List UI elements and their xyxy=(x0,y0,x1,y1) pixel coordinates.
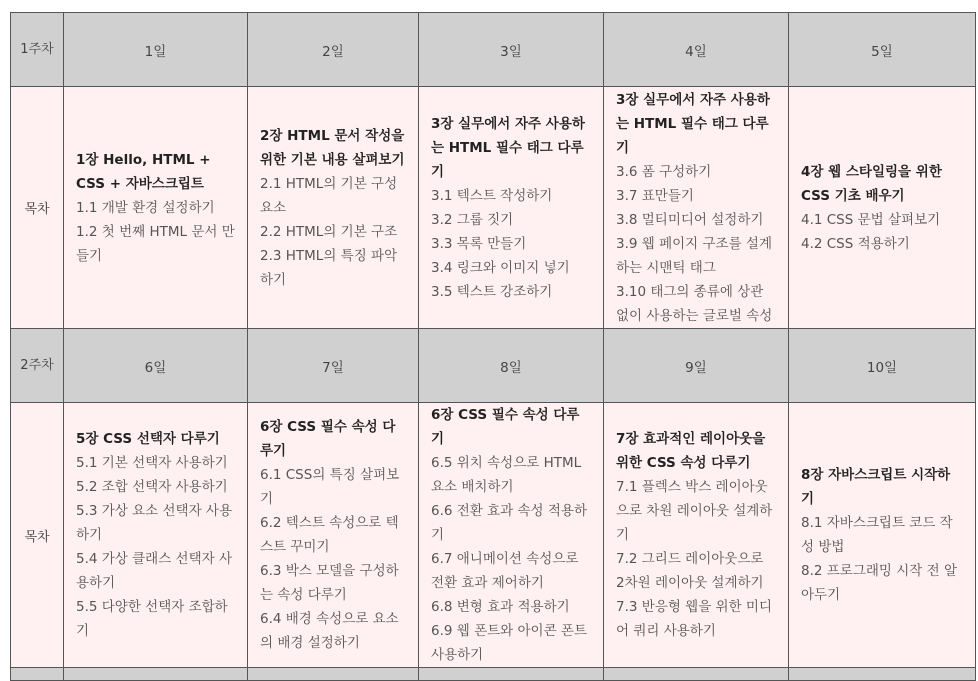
section-item: 4.2 CSS 적용하기 xyxy=(801,235,910,252)
section-item: 3.5 텍스트 강조하기 xyxy=(431,283,553,300)
section-item: 6.5 위치 속성으로 HTML 요소 배치하기 xyxy=(431,455,582,495)
chapter-title: 5장 CSS 선택자 다루기 xyxy=(76,431,220,447)
section-item: 3.8 멀티미디어 설정하기 xyxy=(616,211,764,228)
day-content-cell xyxy=(789,87,976,329)
day-content-cell xyxy=(789,403,976,668)
section-item: 3.10 태그의 종류에 상관없이 사용하는 글로벌 속성 xyxy=(616,283,773,324)
section-item: 7.2 그리드 레이아웃으로 2차원 레이아웃 설계하기 xyxy=(616,551,764,591)
day-header: 6일 xyxy=(64,329,248,403)
row-label-contents: 목차 xyxy=(11,403,64,668)
section-item: 2.2 HTML의 기본 구조 xyxy=(260,223,398,240)
day-header: 3일 xyxy=(419,13,604,87)
day-content-cell xyxy=(419,403,604,668)
section-item: 6.6 전환 효과 속성 적용하기 xyxy=(431,503,588,543)
chapter-title: 3장 실무에서 자주 사용하는 HTML 필수 태그 다루기 xyxy=(431,115,585,180)
day-content-cell xyxy=(248,403,419,668)
section-item: 5.4 가상 클래스 선택자 사용하기 xyxy=(76,551,233,591)
section-item: 6.8 변형 효과 적용하기 xyxy=(431,599,570,615)
section-item: 1.2 첫 번째 HTML 문서 만들기 xyxy=(76,223,235,264)
day-header: 5일 xyxy=(789,13,976,87)
section-item: 7.3 반응형 웹을 위한 미디어 쿼리 사용하기 xyxy=(616,599,773,639)
section-item: 6.1 CSS의 특징 살펴보기 xyxy=(260,467,400,507)
section-item: 6.4 배경 속성으로 요소의 배경 설정하기 xyxy=(260,611,399,651)
section-item: 2.3 HTML의 특징 파악하기 xyxy=(260,247,398,288)
day-header: 4일 xyxy=(604,13,789,87)
study-schedule-table xyxy=(10,12,976,681)
section-item: 5.5 다양한 선택자 조합하기 xyxy=(76,599,228,639)
day-content-cell xyxy=(248,87,419,329)
section-item: 4.1 CSS 문법 살펴보기 xyxy=(801,211,941,228)
week-label: 2주차 xyxy=(11,329,64,403)
section-item: 6.2 텍스트 속성으로 텍스트 꾸미기 xyxy=(260,515,399,555)
day-content-cell xyxy=(604,403,789,668)
section-item: 5.1 기본 선택자 사용하기 xyxy=(76,455,228,471)
section-item: 3.3 목록 만들기 xyxy=(431,235,527,252)
section-item: 3.4 링크와 이미지 넣기 xyxy=(431,259,570,276)
section-item: 2.1 HTML의 기본 구성 요소 xyxy=(260,175,398,216)
chapter-title: 7장 효과적인 레이아웃을 위한 CSS 속성 다루기 xyxy=(616,431,766,471)
day-header: 8일 xyxy=(419,329,604,403)
section-item: 6.7 애니메이션 속성으로 전환 효과 제어하기 xyxy=(431,551,579,591)
section-item: 1.1 개발 환경 설정하기 xyxy=(76,199,215,216)
day-content-cell xyxy=(64,403,248,668)
day-content-cell xyxy=(604,87,789,329)
chapter-title: 6장 CSS 필수 속성 다루기 xyxy=(260,419,396,459)
section-item: 3.1 텍스트 작성하기 xyxy=(431,187,553,204)
day-content-cell xyxy=(419,87,604,329)
section-item: 8.2 프로그래밍 시작 전 알아두기 xyxy=(801,563,958,603)
section-item: 3.9 웹 페이지 구조를 설계하는 시맨틱 태그 xyxy=(616,235,773,276)
week-2-header-row xyxy=(11,329,976,403)
chapter-title: 6장 CSS 필수 속성 다루기 xyxy=(431,407,580,447)
chapter-title: 8장 자바스크립트 시작하기 xyxy=(801,467,951,507)
section-item: 6.3 박스 모델을 구성하는 속성 다루기 xyxy=(260,563,399,603)
day-header: 9일 xyxy=(604,329,789,403)
chapter-title: 1장 Hello, HTML + CSS + 자바스크립트 xyxy=(76,151,211,192)
section-item: 5.2 조합 선택자 사용하기 xyxy=(76,479,228,495)
chapter-title: 4장 웹 스타일링을 위한 CSS 기초 배우기 xyxy=(801,163,942,204)
section-item: 3.2 그룹 짓기 xyxy=(431,211,514,228)
day-header: 1일 xyxy=(64,13,248,87)
section-item: 5.3 가상 요소 선택자 사용하기 xyxy=(76,503,233,543)
day-header: 7일 xyxy=(248,329,419,403)
day-content-cell xyxy=(64,87,248,329)
section-item: 3.6 폼 구성하기 xyxy=(616,163,712,180)
section-item: 3.7 표만들기 xyxy=(616,187,694,204)
week-1-contents-row xyxy=(11,87,976,329)
week-1-header-row xyxy=(11,13,976,87)
section-item: 6.9 웹 폰트와 아이콘 폰트 사용하기 xyxy=(431,623,588,663)
chapter-title: 2장 HTML 문서 작성을 위한 기본 내용 살펴보기 xyxy=(260,127,405,168)
chapter-title: 3장 실무에서 자주 사용하는 HTML 필수 태그 다루기 xyxy=(616,91,770,156)
section-item: 7.1 플렉스 박스 레이아웃으로 차원 레이아웃 설계하기 xyxy=(616,479,773,543)
day-header: 2일 xyxy=(248,13,419,87)
day-header: 10일 xyxy=(789,329,976,403)
week-2-contents-row xyxy=(11,403,976,668)
row-label-contents: 목차 xyxy=(11,87,64,329)
week-label: 1주차 xyxy=(11,13,64,87)
next-week-header-row-partial xyxy=(11,668,976,681)
section-item: 8.1 자바스크립트 코드 작성 방법 xyxy=(801,515,953,555)
